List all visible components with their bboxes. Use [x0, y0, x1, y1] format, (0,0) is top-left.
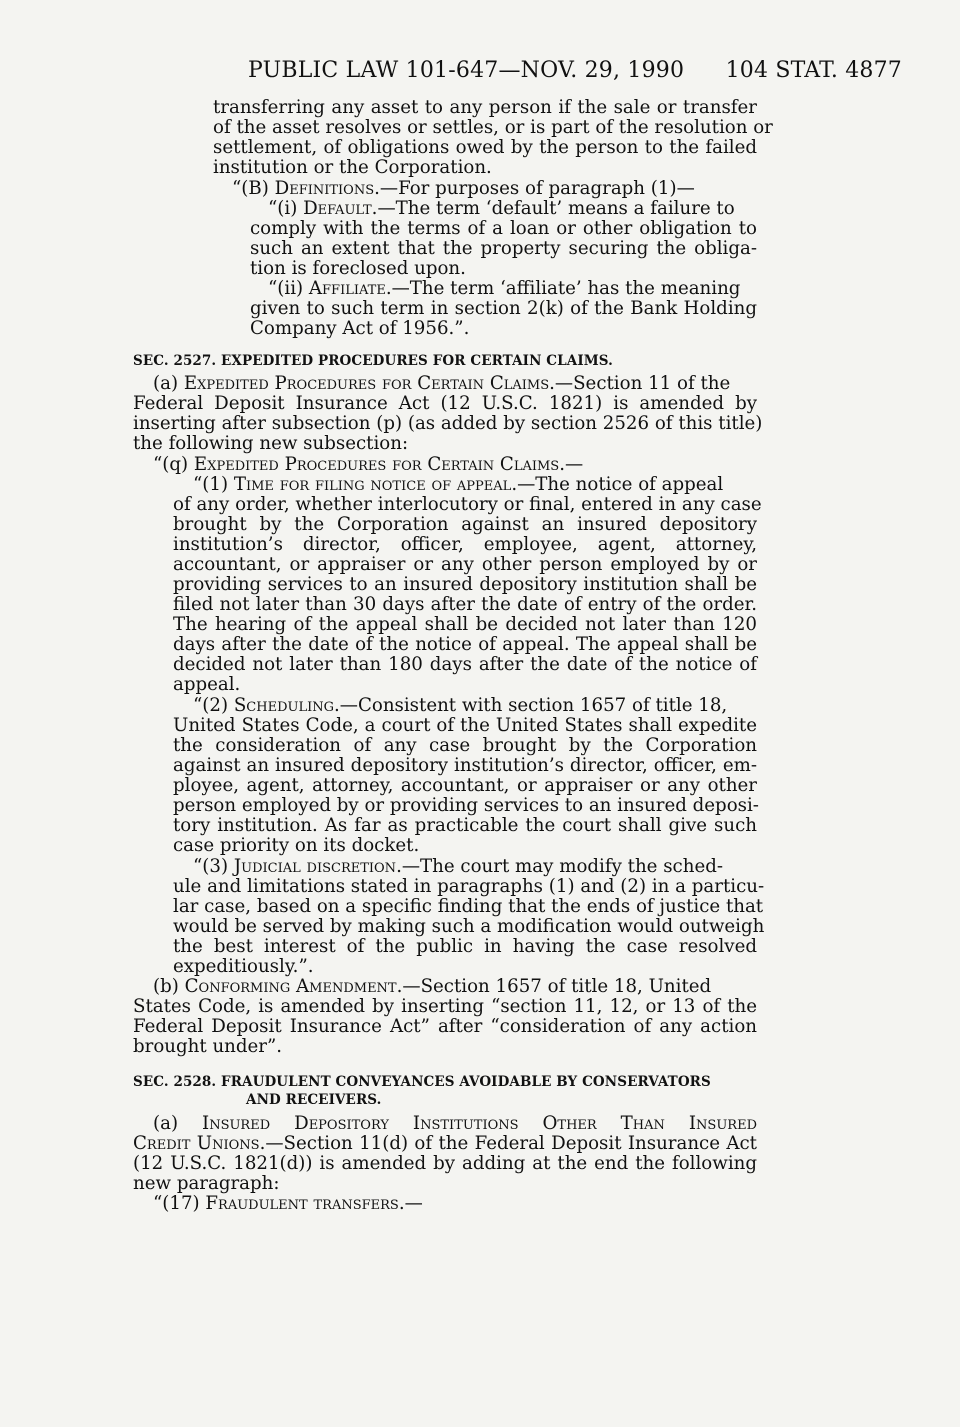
text-line: (12 U.S.C. 1821(d)) is amended by adding at the end the following: [133, 1153, 757, 1174]
text-line: decided not later than 180 days after the date of the notice of: [173, 654, 757, 675]
text-line: filed not later than 30 days after the date of entry of the order.: [173, 594, 757, 615]
heading-label: Credit Unions: [133, 1133, 260, 1154]
heading-label: Judicial discretion: [233, 856, 397, 877]
text-line: Federal Deposit Insurance Act” after “consideration of any action: [133, 1016, 757, 1037]
text-line: brought by the Corporation against an insured depository: [173, 514, 757, 535]
text-line: institution or the Corporation.: [213, 157, 492, 178]
text-line: lar case, based on a specific finding that the ends of justice that: [173, 896, 764, 917]
text-line: days after the date of the notice of appeal. The appeal shall be: [173, 634, 757, 655]
text-line: institution’s director, officer, employee, agent, attorney,: [173, 534, 757, 555]
text-line: ployee, agent, attorney, accountant, or appraiser or any other: [173, 775, 757, 796]
heading-label: Expedited Procedures for Certain Claims: [193, 454, 560, 475]
text-line: such an extent that the property securing the obliga-: [250, 238, 757, 259]
running-header-title: PUBLIC LAW 101-647—NOV. 29, 1990: [248, 58, 685, 83]
text-line: comply with the terms of a loan or other obligation to: [250, 218, 757, 239]
paragraph-heading: “(17) Fraudulent transfers.—: [153, 1193, 423, 1214]
heading-label: Scheduling: [233, 695, 334, 716]
text-line: of the asset resolves or settles, or is part of the resolution or: [213, 117, 773, 138]
heading-label: Time for filing notice of appeal: [233, 474, 512, 495]
paragraph-heading: “(1) Time for filing notice of appeal.—The notice of appeal: [193, 474, 724, 495]
text-line: the following new subsection:: [133, 433, 409, 454]
text-line: person employed by or providing services to an insured deposi-: [173, 795, 759, 816]
subsection-heading: “(q) Expedited Procedures for Certain Claims.—: [153, 454, 584, 475]
text-line: would be served by making such a modification would outweigh: [173, 916, 765, 937]
text-line: appeal.: [173, 674, 241, 695]
clause-heading: “(i) Default.—The term ‘default’ means a failure to: [268, 198, 735, 219]
text-line: the best interest of the public in having the case resolved: [173, 936, 757, 957]
text-line: States Code, is amended by inserting “section 11, 12, or 13 of the: [133, 996, 757, 1017]
text-line: expeditiously.”.: [173, 956, 314, 977]
subsection-heading: (a) Expedited Procedures for Certain Claims.—Section 11 of the: [153, 373, 731, 394]
subsection-heading: (b) Conforming Amendment.—Section 1657 of title 18, United: [153, 976, 712, 997]
paragraph-heading: “(2) Scheduling.—Consistent with section 1657 of title 18,: [193, 695, 728, 716]
text-line: new paragraph:: [133, 1173, 280, 1194]
heading-label: Expedited Procedures for Certain Claims: [183, 373, 550, 394]
text-line: ule and limitations stated in paragraphs (1) and (2) in a particu-: [173, 876, 765, 897]
paragraph-heading: “(3) Judicial discretion.—The court may modify the sched-: [193, 856, 723, 877]
text-line: transferring any asset to any person if the sale or transfer: [213, 97, 757, 118]
heading-label: Default: [303, 198, 372, 219]
text-line: Credit Unions.—Section 11(d) of the Federal Deposit Insurance Act: [133, 1133, 757, 1154]
text-line: The hearing of the appeal shall be decided not later than 120: [173, 614, 757, 635]
text-line: against an insured depository institution’s director, officer, em-: [173, 755, 757, 776]
text-line: United States Code, a court of the United States shall expedite: [173, 715, 757, 736]
text-line: settlement, of obligations owed by the person to the failed: [213, 137, 757, 158]
subsection-heading: (a) Insured Depository Institutions Other Than Insured: [153, 1113, 757, 1134]
heading-label: Affiliate: [308, 278, 386, 299]
text-line: accountant, or appraiser or any other person employed by or: [173, 554, 757, 575]
section-heading: SEC. 2528. FRAUDULENT CONVEYANCES AVOIDABLE BY CONSERVATORS: [133, 1074, 711, 1090]
text-line: Company Act of 1956.”.: [250, 318, 470, 339]
section-heading-cont: AND RECEIVERS.: [246, 1092, 382, 1108]
text-line: providing services to an insured depository institution shall be: [173, 574, 757, 595]
text-line: case priority on its docket.: [173, 835, 420, 856]
text-line: brought under”.: [133, 1036, 283, 1057]
text-line: Federal Deposit Insurance Act (12 U.S.C. 1821) is amended by: [133, 393, 757, 414]
heading-label: Definitions: [274, 178, 375, 199]
text-line: the consideration of any case brought by the Corporation: [173, 735, 757, 756]
subparagraph-heading: “(B) Definitions.—For purposes of paragraph (1)—: [232, 178, 695, 199]
section-heading: SEC. 2527. EXPEDITED PROCEDURES FOR CERTAIN CLAIMS.: [133, 353, 613, 369]
text-line: inserting after subsection (p) (as added by section 2526 of this title): [133, 413, 763, 434]
text-line: given to such term in section 2(k) of the Bank Holding: [250, 298, 757, 319]
page-citation: 104 STAT. 4877: [725, 58, 902, 83]
text-line: tion is foreclosed upon.: [250, 258, 466, 279]
text-line: tory institution. As far as practicable the court shall give such: [173, 815, 757, 836]
text-line: of any order, whether interlocutory or final, entered in any case: [173, 494, 762, 515]
heading-label: Conforming Amendment: [184, 976, 397, 997]
heading-label: Fraudulent transfers: [205, 1193, 399, 1214]
heading-label: Insured Depository Institutions Other Than Insured: [202, 1113, 757, 1134]
clause-heading: “(ii) Affiliate.—The term ‘affiliate’ has the meaning: [268, 278, 741, 299]
